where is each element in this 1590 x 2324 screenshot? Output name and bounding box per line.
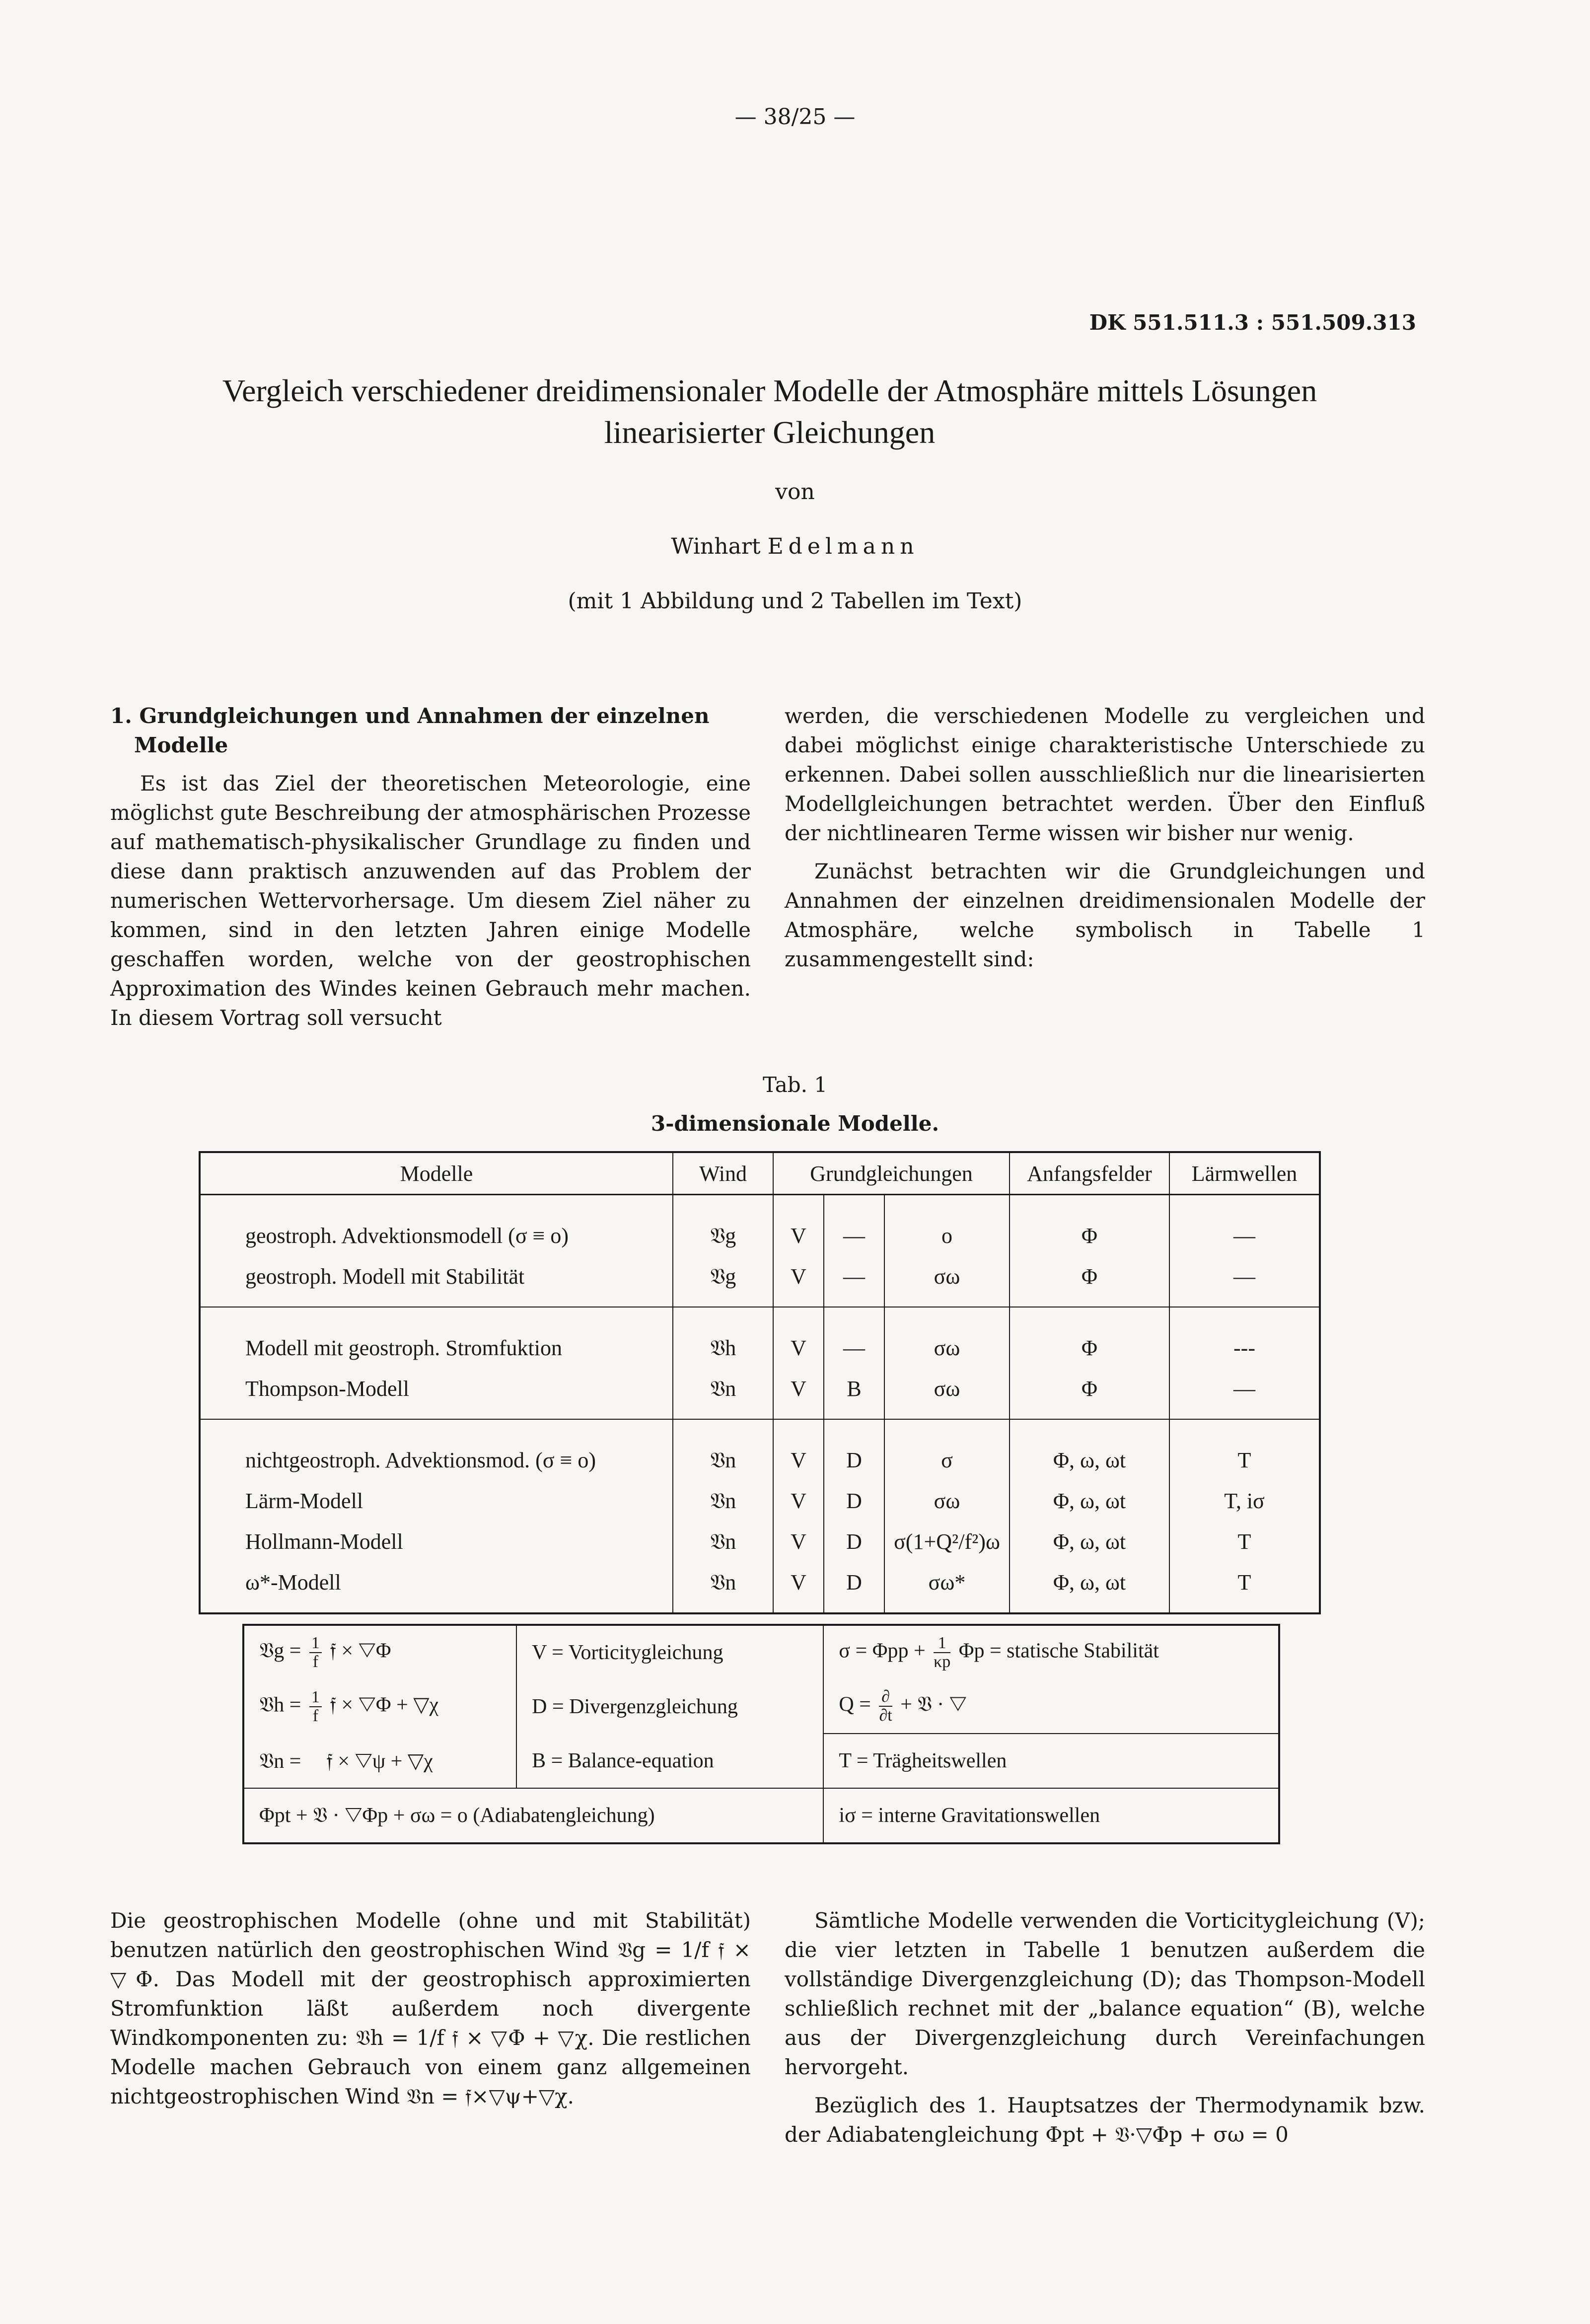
fraction-denominator: f: [312, 1706, 319, 1725]
cell-wind: 𝔙g: [673, 1195, 773, 1256]
cell-gl-v: V: [773, 1368, 824, 1419]
cell-laermwellen: T: [1237, 1570, 1251, 1595]
table-row: [200, 1419, 1320, 1480]
legend-wind-n-rhs: 𝔣 × ▽ψ + ▽χ: [326, 1749, 433, 1773]
title-line-2: linearisierter Gleichungen: [604, 415, 936, 450]
paragraph: Die geostrophischen Modelle (ohne und mit Stabilität) benutzen natürlich den geostrophischen Wind 𝔙g = 1/f 𝔣 × ▽Φ. Das Modell mit der geostrophisch approximierten Stromfunktion läßt außerdem noch divergente Windkomponenten zu: 𝔙h = 1/f 𝔣 × ▽Φ + ▽χ. Die restlichen Modelle machen Gebrauch von einem ganz allgemeinen nichtgeostrophischen Wind 𝔙n = 𝔣×▽ψ+▽χ.: [110, 1908, 751, 2108]
column-right-1: [785, 701, 1425, 974]
legend-sigma: [823, 1625, 1279, 1679]
legend-wind-g: [243, 1625, 516, 1679]
table-row: [200, 1368, 1320, 1419]
cell-gl-sigma: σ(1+Q²/f²)ω: [884, 1521, 1010, 1562]
cell-gl-x: D: [824, 1480, 884, 1521]
column-right-2: [785, 1906, 1425, 2149]
cell-laermwellen: T, iσ: [1224, 1488, 1265, 1513]
cell-gl-x: D: [824, 1562, 884, 1613]
legend-d: D = Divergenzgleichung: [516, 1679, 823, 1734]
cell-anfangsfelder: Φ, ω, ωt: [1010, 1480, 1169, 1521]
legend-row: [243, 1679, 1279, 1734]
fraction-numerator: 1: [934, 1634, 950, 1653]
cell-model: geostroph. Advektionsmodell (σ ≡ o): [200, 1195, 673, 1256]
cell-wind: 𝔙h: [673, 1307, 773, 1368]
legend-q-lhs: Q =: [839, 1693, 871, 1716]
legend-row: [243, 1734, 1279, 1788]
cell-anfangsfelder: Φ, ω, ωt: [1010, 1521, 1169, 1562]
paragraph: Bezüglich des 1. Hauptsatzes der Thermodynamik bzw. der Adiabatengleichung Φpt + 𝔙·▽Φp + σω = 0: [785, 2093, 1425, 2147]
author-first-name: Winhart: [671, 534, 761, 559]
cell-laermwellen: —: [1233, 1264, 1255, 1289]
cell-model: Thompson-Modell: [200, 1368, 673, 1419]
cell-gl-sigma: σω: [884, 1480, 1010, 1521]
cell-wind: 𝔙n: [673, 1521, 773, 1562]
cell-model: Lärm-Modell: [200, 1480, 673, 1521]
cell-gl-v: V: [773, 1195, 824, 1256]
cell-gl-x: D: [824, 1419, 884, 1480]
paragraph: Zunächst betrachten wir die Grundgleichungen und Annahmen der einzelnen dreidimensionalen Modelle der Atmosphäre, welche symbolisch in Tabelle 1 zusammengestellt sind:: [785, 859, 1425, 971]
cell-gl-x: —: [824, 1307, 884, 1368]
column-left-2: [110, 1906, 751, 2111]
cell-gl-sigma: σω*: [884, 1562, 1010, 1613]
cell-wind: 𝔙n: [673, 1419, 773, 1480]
cell-gl-v: V: [773, 1480, 824, 1521]
cell-model: Hollmann-Modell: [200, 1521, 673, 1562]
cell-model: nichtgeostroph. Advektionsmod. (σ ≡ o): [200, 1419, 673, 1480]
header-laermwellen: Lärmwellen: [1169, 1152, 1320, 1195]
legend-q-rhs: + 𝔙 · ▽: [900, 1693, 967, 1716]
cell-anfangsfelder: Φ: [1010, 1368, 1169, 1419]
cell-laermwellen: T: [1237, 1529, 1251, 1554]
cell-wind: 𝔙n: [673, 1562, 773, 1613]
legend-wind-h: [243, 1679, 516, 1734]
fraction-denominator: ∂t: [879, 1706, 892, 1725]
title-line-1: Vergleich verschiedener dreidimensionaler Modelle der Atmosphäre mittels Lösungen: [222, 373, 1317, 408]
table-label: Tab. 1: [762, 1073, 828, 1097]
cell-wind: 𝔙n: [673, 1368, 773, 1419]
cell-gl-x: —: [824, 1195, 884, 1256]
cell-wind: 𝔙n: [673, 1480, 773, 1521]
fraction-denominator: f: [312, 1653, 319, 1671]
cell-anfangsfelder: Φ: [1010, 1307, 1169, 1368]
paper-title: [124, 370, 1415, 453]
cell-anfangsfelder: Φ: [1010, 1256, 1169, 1307]
legend-wind-g-rhs: 𝔣 × ▽Φ: [330, 1639, 391, 1663]
figure-table-note: (mit 1 Abbildung und 2 Tabellen im Text): [568, 588, 1022, 614]
legend-wind-h-lhs: 𝔙h =: [259, 1693, 301, 1717]
cell-gl-v: V: [773, 1256, 824, 1307]
cell-wind: 𝔙g: [673, 1256, 773, 1307]
section-number: 1.: [110, 704, 132, 728]
legend-wind-n-lhs: 𝔙n =: [259, 1749, 301, 1773]
author-last-name: Edelmann: [767, 534, 919, 559]
cell-gl-v: V: [773, 1562, 824, 1613]
legend-q: [823, 1679, 1279, 1734]
header-wind: Wind: [673, 1152, 773, 1195]
fraction-numerator: 1: [309, 1634, 322, 1653]
fraction-numerator: 1: [309, 1688, 322, 1707]
page-number: — 38/25 —: [734, 104, 856, 130]
legend-row: [243, 1788, 1279, 1843]
table-row: [200, 1195, 1320, 1256]
models-table: [199, 1151, 1321, 1614]
cell-gl-sigma: σ: [884, 1419, 1010, 1480]
table-row: [200, 1256, 1320, 1307]
cell-gl-sigma: σω: [884, 1256, 1010, 1307]
fraction-numerator: ∂: [879, 1688, 892, 1707]
section-heading: [110, 701, 751, 760]
author: [0, 534, 1590, 559]
cell-laermwellen: —: [1233, 1376, 1255, 1401]
legend-t: T = Trägheitswellen: [823, 1734, 1279, 1788]
cell-laermwellen: ---: [1169, 1307, 1320, 1368]
table-row: [200, 1521, 1320, 1562]
paragraph: Es ist das Ziel der theoretischen Meteorologie, eine möglichst gute Beschreibung der atmosphärischen Prozesse auf mathematisch-physikalischer Grundlage zu finden und diese dann praktisch anzuwenden auf das Problem der numerischen Wettervorhersage. Um diesem Ziel näher zu kommen, sind in den letzten Jahren einige Modelle geschaffen worden, welche von der geostrophischen Approximation des Windes keinen Gebrauch mehr machen. In diesem Vortrag soll versucht: [110, 771, 751, 1030]
fraction: [934, 1634, 950, 1671]
legend-b: B = Balance-equation: [516, 1734, 823, 1788]
cell-gl-sigma: σω: [884, 1368, 1010, 1419]
legend-box: [242, 1624, 1280, 1844]
cell-model: geostroph. Modell mit Stabilität: [200, 1256, 673, 1307]
legend-adiabat: Φpt + 𝔙 · ▽Φp + σω = o (Adiabatengleichung): [243, 1788, 823, 1843]
cell-gl-sigma: o: [884, 1195, 1010, 1256]
column-left-1: [110, 701, 751, 1032]
section-heading-line-2: Modelle: [134, 733, 228, 757]
cell-anfangsfelder: Φ: [1010, 1195, 1169, 1256]
fraction: [309, 1634, 322, 1671]
legend-sigma-lhs: σ = Φpp +: [839, 1639, 926, 1663]
cell-anfangsfelder: Φ, ω, ωt: [1010, 1562, 1169, 1613]
cell-model: Modell mit geostroph. Stromfuktion: [200, 1307, 673, 1368]
cell-laermwellen: —: [1233, 1223, 1255, 1248]
cell-gl-sigma: σω: [884, 1307, 1010, 1368]
fraction-denominator: κp: [934, 1653, 951, 1671]
cell-gl-v: V: [773, 1521, 824, 1562]
cell-gl-x: —: [824, 1256, 884, 1307]
paragraph: Sämtliche Modelle verwenden die Vorticitygleichung (V); die vier letzten in Tabelle 1 benutzen außerdem die vollständige Divergenzgleichung (D); das Thompson-Modell schließlich rechnet mit der „balance equation“ (B), welche aus der Divergenzgleichung durch Vereinfachungen hervorgeht.: [785, 1908, 1425, 2079]
legend-row: [243, 1625, 1279, 1679]
cell-anfangsfelder: Φ, ω, ωt: [1010, 1419, 1169, 1480]
legend-sigma-rhs: Φp = statische Stabilität: [958, 1639, 1159, 1663]
legend-wind-h-rhs: 𝔣 × ▽Φ + ▽χ: [330, 1693, 439, 1717]
table-caption: 3-dimensionale Modelle.: [650, 1111, 940, 1136]
header-anfangsfelder: Anfangsfelder: [1010, 1152, 1169, 1195]
legend-isigma: iσ = interne Gravitationswellen: [823, 1788, 1279, 1843]
header-grundgleichungen: Grundgleichungen: [773, 1152, 1010, 1195]
paragraph: werden, die verschiedenen Modelle zu vergleichen und dabei möglichst einige charakteristische Unterschiede zu erkennen. Dabei sollen ausschließlich nur die linearisierten Modellgleichungen betrachtet werden. Über den Einfluß der nichtlinearen Terme wissen wir bisher nur wenig.: [785, 704, 1425, 845]
table-header-row: [200, 1152, 1320, 1195]
table-row: [200, 1480, 1320, 1521]
cell-gl-v: V: [773, 1419, 824, 1480]
table-row: [200, 1562, 1320, 1613]
section-heading-line-1: Grundgleichungen und Annahmen der einzelnen: [139, 704, 710, 728]
fraction: [879, 1688, 892, 1725]
dk-classification: DK 551.511.3 : 551.509.313: [1089, 310, 1416, 335]
cell-gl-x: D: [824, 1521, 884, 1562]
cell-model: ω*-Modell: [200, 1562, 673, 1613]
legend-wind-g-lhs: 𝔙g =: [259, 1639, 301, 1663]
cell-gl-x: B: [824, 1368, 884, 1419]
legend-wind-n: [243, 1734, 516, 1788]
fraction: [309, 1688, 322, 1725]
cell-laermwellen: T: [1169, 1419, 1320, 1480]
legend-v: V = Vorticitygleichung: [516, 1625, 823, 1679]
table-row: [200, 1307, 1320, 1368]
cell-gl-v: V: [773, 1307, 824, 1368]
von: von: [775, 479, 815, 505]
header-modelle: Modelle: [200, 1152, 673, 1195]
